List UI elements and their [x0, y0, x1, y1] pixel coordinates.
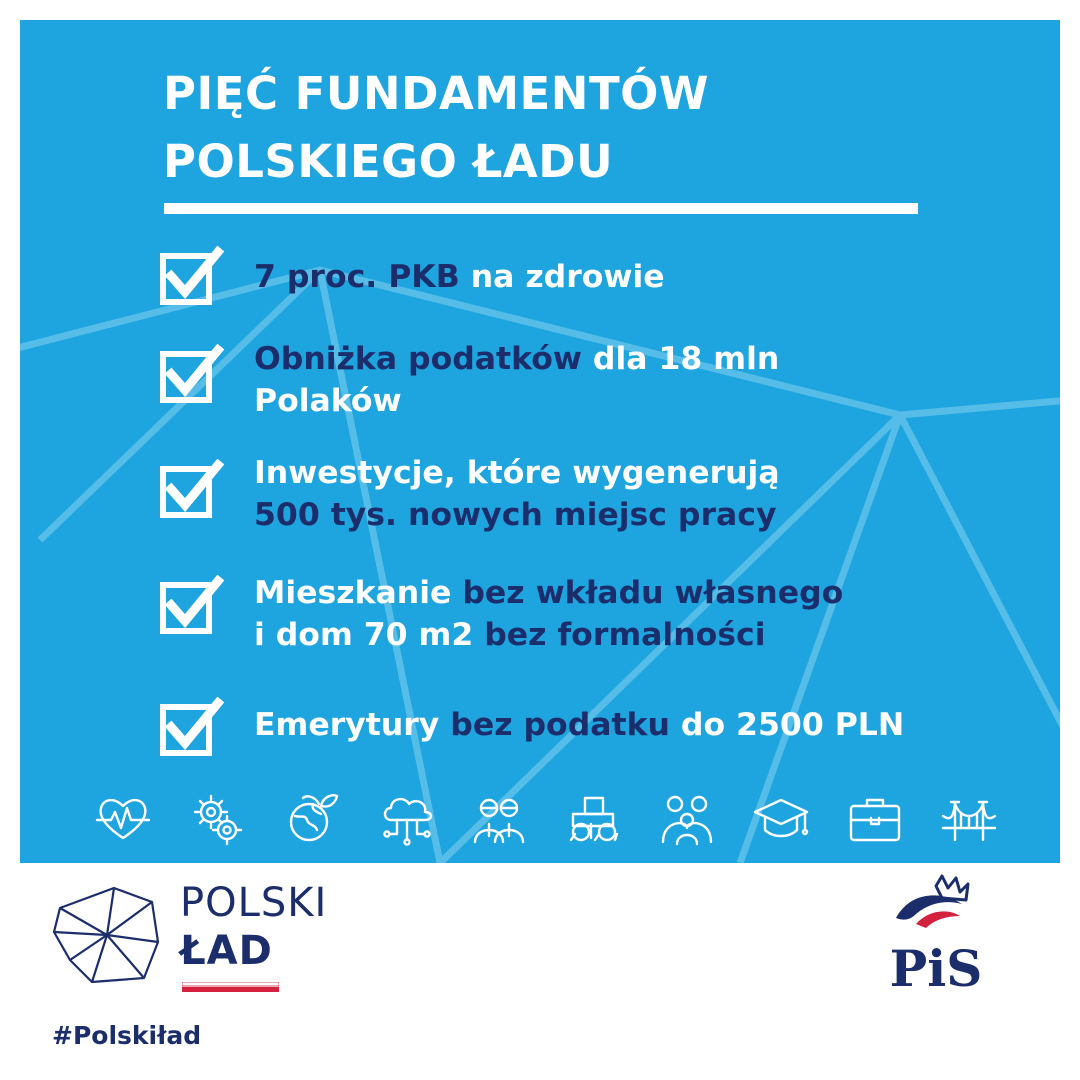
list-item-text-segment: Inwestycje, które wygenerują	[254, 455, 780, 491]
list-item-text-segment: 7 proc. PKB	[254, 259, 460, 295]
list-item-text-segment: bez podatku	[439, 707, 670, 743]
heart-pulse-icon	[95, 790, 151, 846]
title-line-1: PIĘĆ FUNDAMENTÓW	[163, 67, 710, 120]
list-item-text	[254, 704, 904, 746]
logo-text-lad: ŁAD	[180, 928, 273, 974]
logo-flag-stripe	[182, 982, 279, 992]
cloud-network-icon	[377, 790, 433, 846]
list-item-text-segment: Mieszkanie	[254, 575, 452, 611]
list-item-text-segment: Emerytury	[254, 707, 440, 743]
elderly-couple-icon	[471, 790, 527, 846]
title-line-2: POLSKIEGO ŁADU	[163, 135, 614, 188]
list-item-text	[254, 338, 779, 422]
graduation-cap-icon	[753, 790, 809, 846]
page-title	[163, 60, 963, 196]
eagle-crown-icon	[896, 876, 968, 928]
list-item-text-segment: 500 tys. nowych miejsc pracy	[254, 497, 777, 533]
icon-row	[95, 790, 1045, 850]
pis-logo-text: PiS	[889, 939, 983, 996]
checkbox-checked-icon	[160, 344, 224, 406]
title-underline	[164, 203, 918, 214]
list-item-text	[254, 452, 780, 536]
list-item-text-segment: i dom 70 m2	[254, 617, 474, 653]
list-item-text-segment: Polaków	[254, 383, 402, 419]
list-item-text-segment: na zdrowie	[459, 259, 665, 295]
globe-leaves-icon	[283, 790, 339, 846]
checkbox-checked-icon	[160, 697, 224, 759]
checkbox-checked-icon	[160, 575, 224, 637]
checkbox-checked-icon	[160, 246, 224, 308]
hashtag: #Polskiład	[52, 1021, 202, 1050]
list-item-text-segment: Obniżka podatków	[254, 341, 582, 377]
briefcase-icon	[847, 790, 903, 846]
bridge-icon	[941, 790, 997, 846]
pis-party-logo	[876, 874, 996, 996]
list-item-text-segment: bez formalności	[473, 617, 766, 653]
family-icon	[659, 790, 715, 846]
checkbox-checked-icon	[160, 459, 224, 521]
list-item-text	[254, 256, 665, 298]
gears-icon	[189, 790, 245, 846]
list-item-text-segment: dla 18 mln	[581, 341, 780, 377]
main-panel	[20, 20, 1060, 863]
list-item-text	[254, 572, 843, 656]
list-item-text-segment: bez wkładu własnego	[451, 575, 844, 611]
list-item-text-segment: do 2500 PLN	[669, 707, 905, 743]
tractor-icon	[565, 790, 621, 846]
polski-lad-map-logo-icon	[52, 880, 162, 990]
logo-text-polski: POLSKI	[180, 880, 328, 926]
